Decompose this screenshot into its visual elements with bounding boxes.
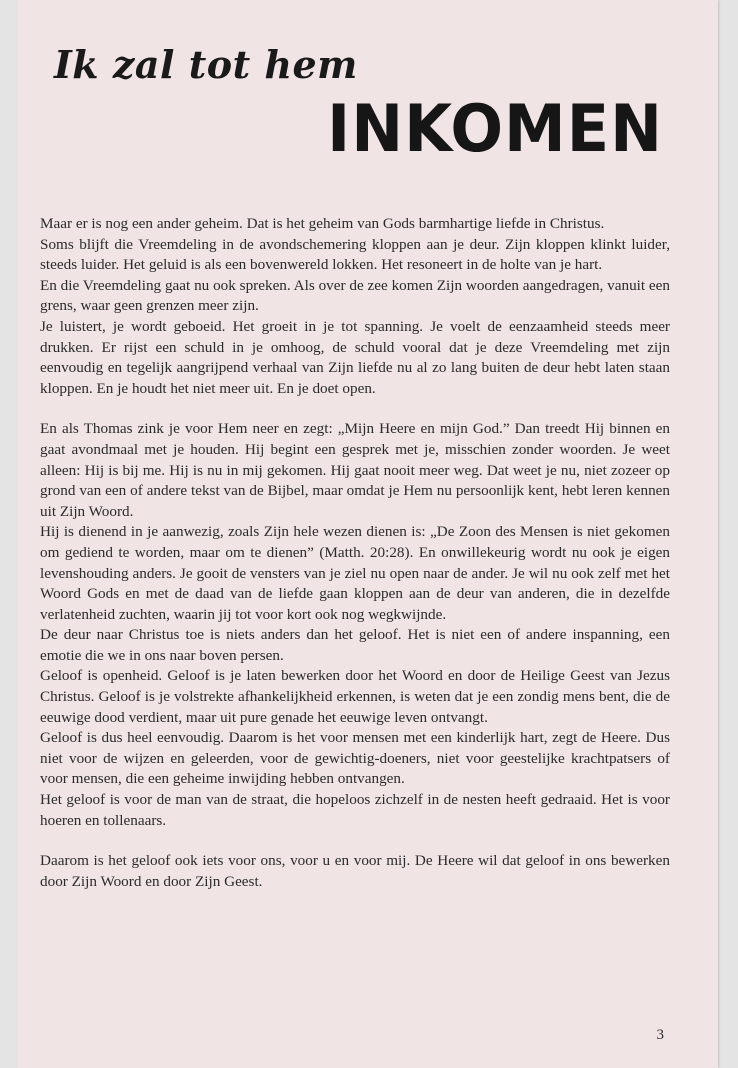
paragraph: Geloof is openheid. Geloof is je laten bewerken door het Woord en door de Heilige Geest van Jezus Christus. Geloof is je volstrekte afhankelijkheid erkennen, is weten dat je een zondig mens bent, die de eeuwige dood verdient, maar uit pure genade het eeuwige leven ontvangt. — [40, 667, 670, 726]
body-text — [40, 214, 670, 892]
main-title: INKOMEN — [327, 90, 663, 167]
paragraph: Maar er is nog een ander geheim. Dat is het geheim van Gods barmhartige liefde in Christus. — [40, 215, 605, 232]
paragraph: Soms blijft die Vreemdeling in de avondschemering kloppen aan je deur. Zijn kloppen klinkt luider, steeds luider. Het geluid is als een bovenwereld lokken. Het resoneert in de holte van je hart. — [40, 235, 670, 274]
paragraph: Hij is dienend in je aanwezig, zoals Zijn hele wezen dienen is: „De Zoon des Mensen is niet gekomen om gediend te worden, maar om te dienen” (Matth. 20:28). En onwillekeurig wordt nu ook je eigen levenshouding anders. Je gooit de vensters van je ziel nu open naar de ander. Je wil nu ook zelf met het Woord Gods en met de daad van de liefde gaan kloppen aan de deur van anderen, die in dezelfde verlatenheid zuchten, waarin jij tot voor kort ook nog wegkwijnde. — [40, 523, 670, 623]
page-number: 3 — [656, 1027, 664, 1043]
document-page — [18, 0, 718, 1068]
paragraph: Het geloof is voor de man van de straat, die hopeloos zichzelf in de nesten heeft gedraaid. Het is voor hoeren en tollenaars. — [40, 791, 670, 829]
paragraph: De deur naar Christus toe is niets anders dan het geloof. Het is niet een of andere inspanning, een emotie die we in ons naar boven persen. — [40, 626, 670, 664]
paragraph: En als Thomas zink je voor Hem neer en zegt: „Mijn Heere en mijn God.” Dan treedt Hij binnen en gaat avondmaal met je houden. Hij begint een gesprek met je, misschien zonder woorden. Je weet alleen: Hij is bij me. Hij is nu in mij gekomen. Hij gaat nooit meer weg. Dat weet je nu, niet zozeer op grond van een of andere tekst van de Bijbel, maar omdat je Hem nu persoonlijk kent, hebt leren kennen uit Zijn Woord. — [40, 420, 670, 520]
paragraph: En die Vreemdeling gaat nu ook spreken. Als over de zee komen Zijn woorden aangedragen, vanuit een grens, waar geen grenzen meer zijn. — [40, 276, 670, 315]
paragraph: Daarom is het geloof ook iets voor ons, voor u en voor mij. De Heere wil dat geloof in ons bewerken door Zijn Woord en door Zijn Geest. — [40, 852, 670, 890]
paragraph: Geloof is dus heel eenvoudig. Daarom is het voor mensen met een kinderlijk hart, zegt de Heere. Dus niet voor de wijzen en geleerden, voor de gewichtig-doeners, niet voor geestelijke krachtpatsers of voor mensen, die een geheime inwijding hebben ontvangen. — [40, 729, 670, 788]
script-title: Ik zal tot hem — [54, 42, 358, 87]
paragraph: Je luistert, je wordt geboeid. Het groeit in je tot spanning. Je voelt de eenzaamheid steeds meer drukken. Er rijst een schuld in je omhoog, de schuld vooral dat je deze Vreemdeling met zijn eenvoudig en tegelijk aangrijpend verhaal van Zijn liefde nu al zo lang buiten de deur hebt laten staan kloppen. En je houdt het niet meer uit. En je doet open. — [40, 317, 670, 397]
